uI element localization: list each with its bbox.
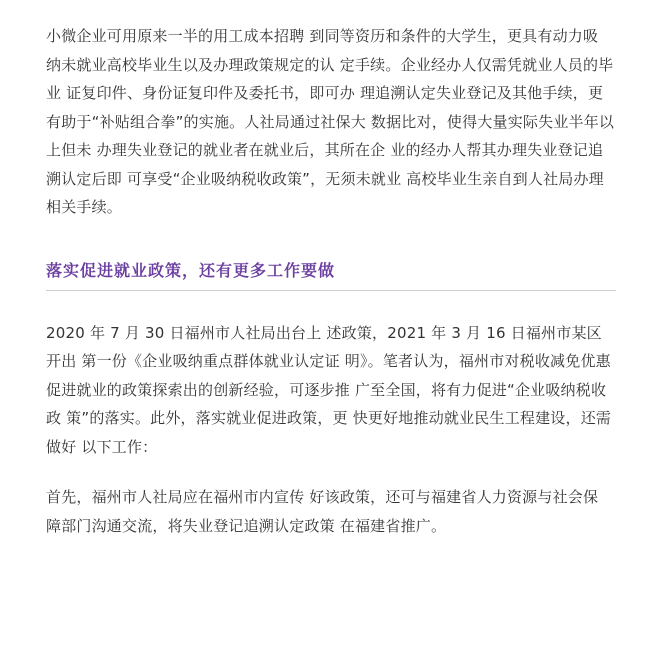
paragraph-fuzhou-policy: 2020 年 7 月 30 日福州市人社局出台上 述政策，2021 年 3 月 16 日福州市某区开出 第一份《企业吸纳重点群体就业认定证 明》。笔者认为，福州市对税收减免优惠促进就业的政策探索出的创新经验，可逐步推 广至全国，将有力促进“企业吸纳税收政 策”的落实。此外，落实就业促进政策，更 快更好地推动就业民生工程建设，还需做好 以下工作： [46,323,612,456]
section-heading: 落实促进就业政策，还有更多工作要做 [46,260,336,280]
article-body [46,22,616,540]
section-heading-block [46,260,616,291]
paragraph-small-business-hiring: 小微企业可用原来一半的用工成本招聘 到同等资历和条件的大学生，更具有动力吸 纳未就业高校毕业生以及办理政策规定的认 定手续。企业经办人仅需凭就业人员的毕业 证复印件、身份证复印件及委托书，即可办 理追溯认定失业登记及其他手续，更有助于“补贴组合拳”的实施。人社局通过社保大 数据比对，使得大量实际失业半年以上但未 办理失业登记的就业者在就业后，其所在企 业的经办人帮其办理失业登记追溯认定后即 可享受“企业吸纳税收政策”，无须未就业 高校毕业生亲自到人社局办理相关手续。 [46,27,615,216]
paragraph-first-step: 首先，福州市人社局应在福州市内宣传 好该政策，还可与福建省人力资源与社会保 障部门沟通交流，将失业登记追溯认定政策 在福建省推广。 [46,488,599,535]
